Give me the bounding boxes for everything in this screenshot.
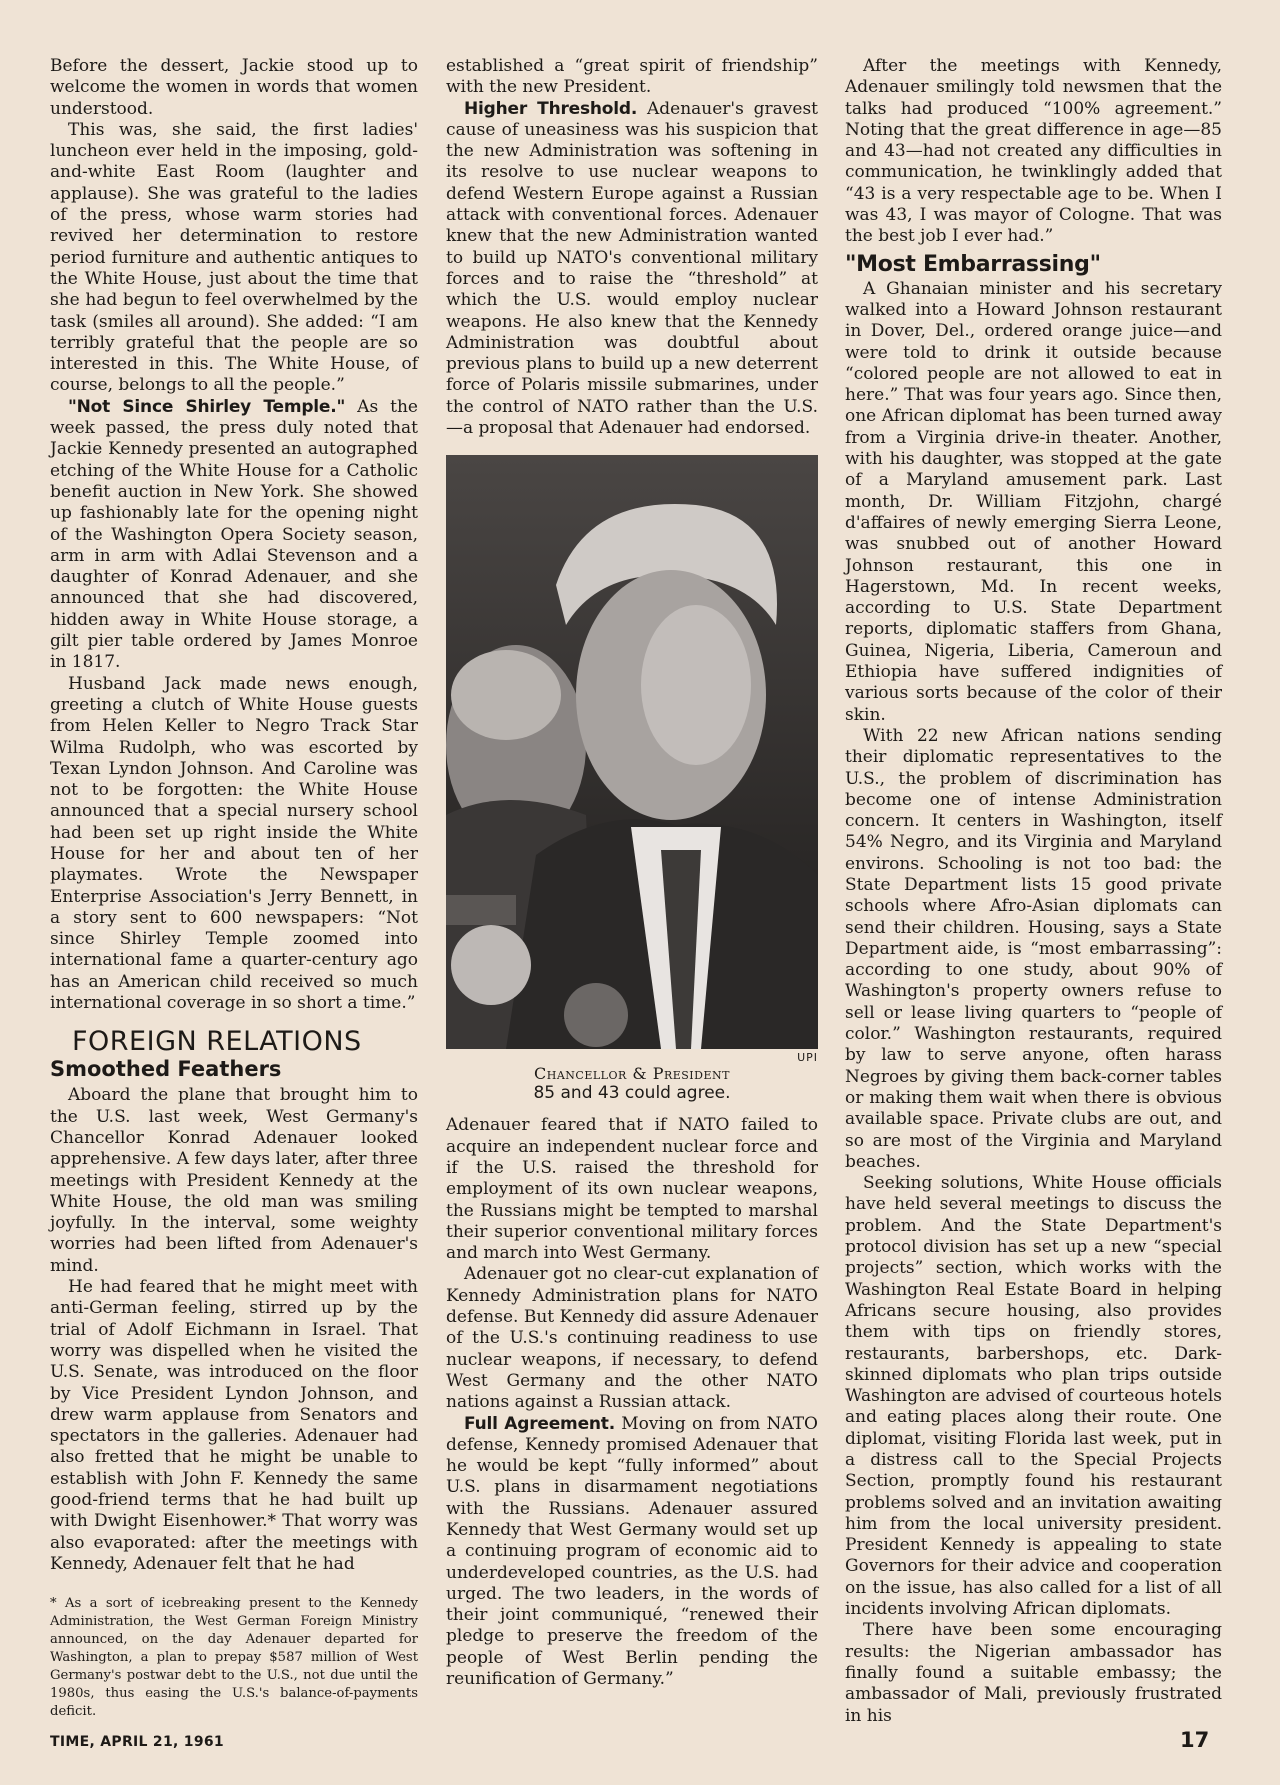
paragraph: Aboard the plane that brought him to the U.S. last week, West Germany's Chancellor Konrad Adenauer looked apprehensive. A few days later, after three meetings with President Kennedy at the White House, the old man was smiling joyfully. In the interval, some weighty worries had been lifted from Adenauer's mind. [50,1085,418,1276]
paragraph: He had feared that he might meet with anti-German feeling, stirred up by the trial of Adolf Eichmann in Israel. That worry was dispelled when he visited the U.S. Senate, was introduced on the floor by Vice President Lyndon Johnson, and drew warm applause from Senators and spectators in the galleries. Adenauer had also fretted that he might be unable to establish with John F. Kennedy the same good-friend terms that he had built up with Dwight Eisenhower.* That worry was also evaporated: after the meetings with Kennedy, Adenauer felt that he had [50,1277,418,1574]
section-heading: FOREIGN RELATIONS [72,1026,362,1058]
paragraph: established a “great spirit of friendship” with the new President. [446,56,818,98]
paragraph: After the meetings with Kennedy, Adenauer smilingly told newsmen that the talks had produced “100% agreement.” Noting that the great difference in age—85 and 43—had not created any difficulties in communication, he twinklingly added that “43 is a very respectable age to be. When I was 43, I was mayor of Cologne. That was the best job I ever had.” [845,56,1222,247]
paragraph [446,1414,818,1691]
subsection-heading: "Most Embarrassing" [845,251,1101,277]
paragraph-text: As the week passed, the press duly noted that Jackie Kennedy presented an autographed etching of the White House for a Catholic benefit auction in New York. She showed up fashionably late for the opening night of the Washington Opera Society season, arm in arm with Adlai Stevenson and a daughter of Konrad Adenauer, and she announced that she had discovered, hidden away in White House storage, a gilt pier table ordered by James Monroe in 1817. [50,396,418,673]
footnote: * As a sort of icebreaking present to the Kennedy Administration, the West German Foreign Ministry announced, on the day Adenauer departed for Washington, a plan to prepay $587 million of West Germany's postwar debt to the U.S., not due until the 1980s, thus easing the U.S.'s balance-of-payments deficit. [50,1596,418,1720]
paragraph: Seeking solutions, White House officials have held several meetings to discuss the problem. And the State Department's protocol division has set up a new “special projects” section, which works with the Washington Real Estate Board in helping Africans secure housing, also provides them with tips on friendly stores, restaurants, barbershops, etc. Dark-skinned diplomats who plan trips outside Washington are advised of courteous hotels and eating places along their route. One diplomat, visiting Florida last week, put in a distress call to the Special Projects Section, promptly found his restaurant problems solved and an invitation awaiting him from the local university president. President Kennedy is appealing to state Governors for their advice and cooperation on the issue, has also called for a list of all incidents involving African diplomats. [845,1173,1222,1620]
article-title: Smoothed Feathers [50,1057,282,1082]
paragraph: Before the dessert, Jackie stood up to welcome the women in words that women understood. [50,56,418,119]
subhead: Full Agreement. [464,1413,615,1434]
paragraph: There have been some encouraging results: the Nigerian ambassador has finally found a suitable embassy; the ambassador of Mali, previously frustrated in his [845,1620,1222,1726]
column-3 [845,56,1222,1727]
paragraph [50,397,418,674]
subhead: "Not Since Shirley Temple." [68,396,346,417]
column-2 [446,56,818,1690]
footer-issue-date: TIME, APRIL 21, 1961 [50,1734,224,1750]
paragraph [446,99,818,440]
photo-credit: UPI [797,1051,818,1065]
paragraph-text: Adenauer's gravest cause of uneasiness was his suspicion that the new Administration was softening in its resolve to use nuclear weapons to defend Western Europe against a Russian attack with conventional forces. Adenauer knew that the new Administration wanted to build up NATO's conventional military forces and to raise the “threshold” at which the U.S. would employ nuclear weapons. He also knew that the Kennedy Administration was doubtful about previous plans to build up a new deterrent force of Polaris missile submarines, under the control of NATO rather than the U.S. —a proposal that Adenauer had endorsed. [446,98,818,439]
photo-caption-title: Chancellor & President [534,1064,730,1084]
paragraph: Adenauer got no clear-cut explanation of Kennedy Administration plans for NATO defense. But Kennedy did assure Adenauer of the U.S.'s continuing readiness to use nuclear weapons, if necessary, to defend West Germany and the other NATO nations against a Russian attack. [446,1264,818,1413]
paragraph: With 22 new African nations sending their diplomatic representatives to the U.S., the problem of discrimination has become one of intense Administration concern. It centers in Washington, itself 54% Negro, and its Virginia and Maryland environs. Schooling is not too bad: the State Department lists 15 good private schools where Afro-Asian diplomats can send their children. Housing, says a State Department aide, is “most embarrassing”: according to one study, about 90% of Washington's property owners refuse to sell or lease living quarters to “people of color.” Washington restaurants, required by law to serve anyone, often harass Negroes by giving them back-corner tables or making them wait when there is obvious available space. Private clubs are out, and so are most of the Virginia and Maryland beaches. [845,725,1222,1172]
photo-caption-text: 85 and 43 could agree. [533,1083,731,1104]
paragraph: A Ghanaian minister and his secretary walked into a Howard Johnson restaurant in Dover, Del., ordered orange juice—and were told to drink it outside because “colored people are not allowed to eat in here.” That was four years ago. Since then, one African diplomat has been turned away from a Virginia drive-in theater. Another, with his daughter, was stopped at the gate of a Maryland amusement park. Last month, Dr. William Fitzjohn, chargé d'affaires of newly emerging Sierra Leone, was snubbed out of another Howard Johnson restaurant, this one in Hagerstown, Md. In recent weeks, according to U.S. State Department reports, diplomatic staffers from Ghana, Guinea, Nigeria, Liberia, Cameroun and Ethiopia have suffered indignities of various sorts because of the color of their skin. [845,278,1222,725]
photo-illustration [446,455,818,1049]
press-photo [446,455,818,1049]
paragraph: Husband Jack made news enough, greeting a clutch of White House guests from Helen Keller to Negro Track Star Wilma Rudolph, who was escorted by Texan Lyndon Johnson. And Caroline was not to be forgotten: the White House announced that a special nursery school had been set up right inside the White House for her and about ten of her playmates. Wrote the Newspaper Enterprise Association's Jerry Bennett, in a story sent to 600 newspapers: “Not since Shirley Temple zoomed into international fame a quarter-century ago has an American child received so much international coverage in so short a time.” [50,673,418,1014]
column-1 [50,56,418,1721]
paragraph: Adenauer feared that if NATO failed to acquire an independent nuclear force and if the U.S. raised the threshold for employment of its own nuclear weapons, the Russians might be tempted to marshal their superior conventional military forces and march into West Germany. [446,1115,818,1264]
page-number: 17 [1180,1728,1210,1752]
subhead: Higher Threshold. [464,98,638,119]
paragraph-text: Moving on from NATO defense, Kennedy promised Adenauer that he would be kept “fully informed” about U.S. plans in disarmament negotiations with the Russians. Adenauer assured Kennedy that West Germany would set up a continuing program of economic aid to underdeveloped countries, as the U.S. had urged. The two leaders, in the words of their joint communiqué, “renewed their pledge to preserve the freedom of the people of West Berlin pending the reunification of Germany.” [446,1413,818,1690]
paragraph: This was, she said, the first ladies' luncheon ever held in the imposing, gold-and-white East Room (laughter and applause). She was grateful to the ladies of the press, whose warm stories had revived her determination to restore period furniture and authentic antiques to the White House, just about the time that she had begun to feel overwhelmed by the task (smiles all around). She added: “I am terribly grateful that the people are so interested in this. The White House, of course, belongs to all the people.” [50,119,418,396]
